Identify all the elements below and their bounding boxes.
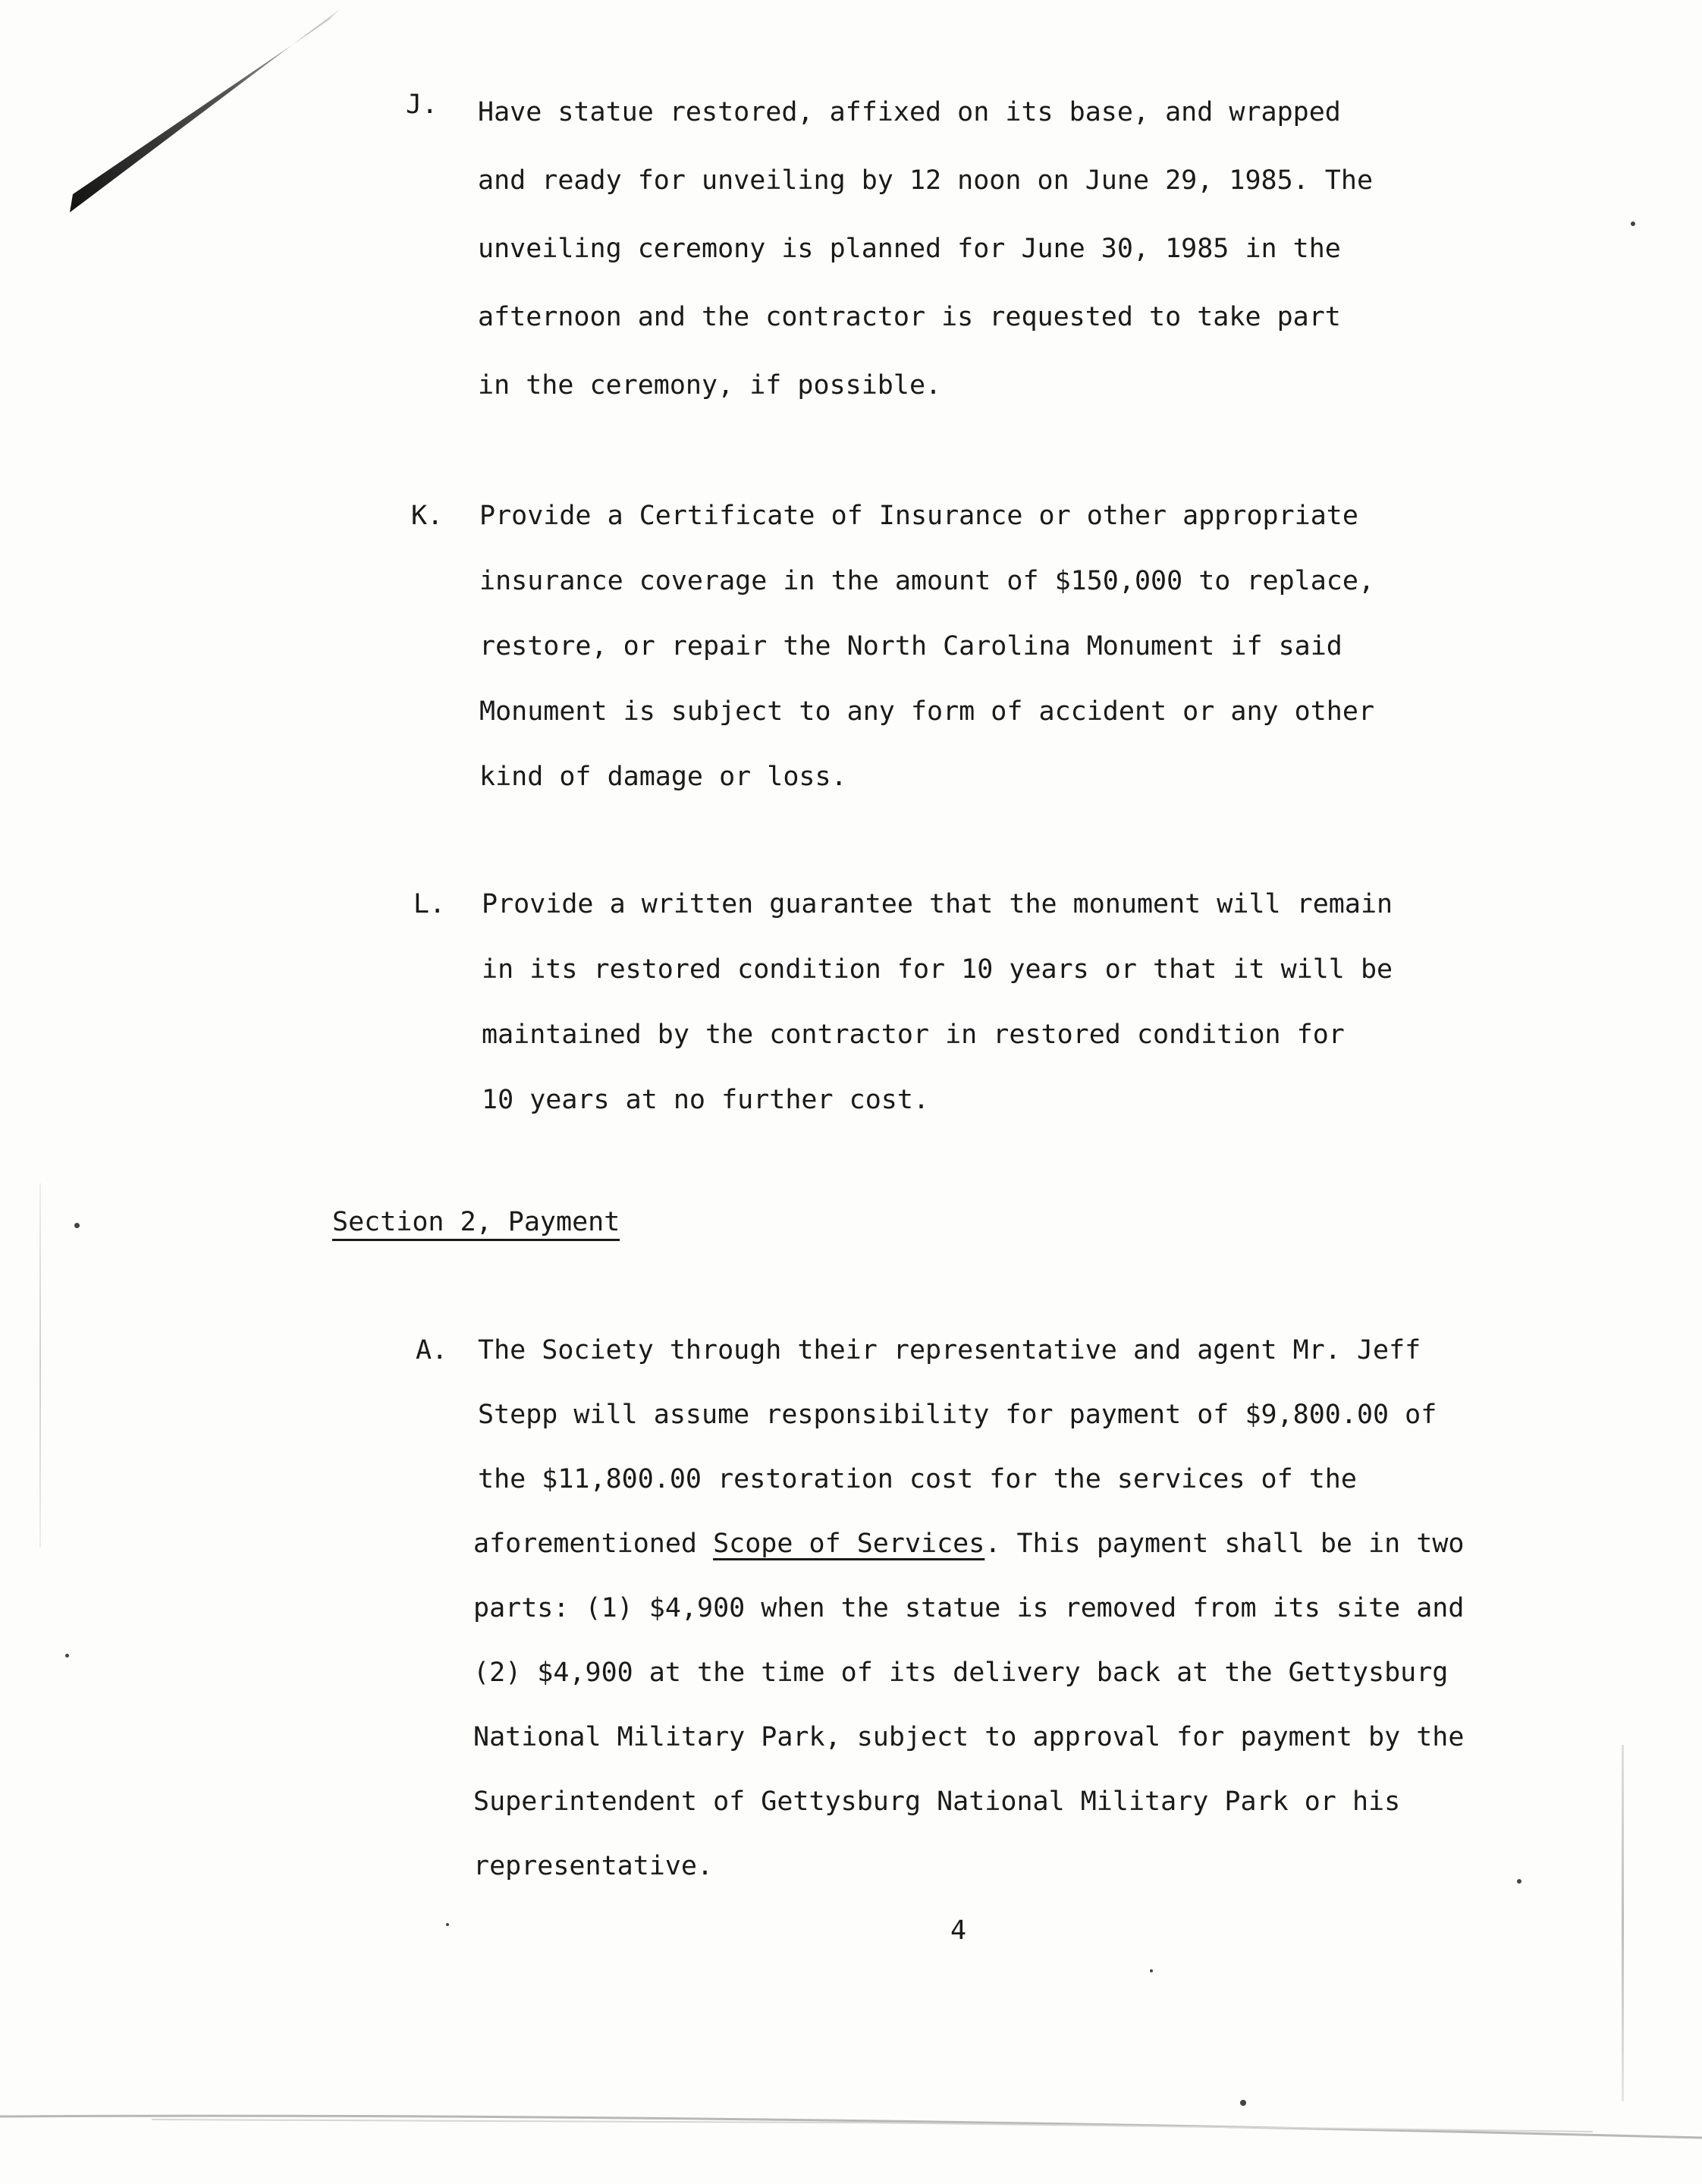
- item-line: The Society through their representative and agent Mr. Jeff: [478, 1335, 1421, 1365]
- item-line: and ready for unveiling by 12 noon on June 29, 1985. The: [478, 165, 1374, 196]
- item-line: in the ceremony, if possible.: [478, 370, 942, 401]
- item-line: the $11,800.00 restoration cost for the services of the: [478, 1464, 1357, 1494]
- item-line: Have statue restored, affixed on its base, and wrapped: [478, 97, 1341, 127]
- speck: [1240, 2100, 1246, 2106]
- scan-edge-bottom: [0, 2094, 1702, 2154]
- item-letter: A.: [416, 1335, 448, 1365]
- speck: [65, 1654, 69, 1658]
- folded-corner-shadow: [0, 0, 356, 228]
- item-line: Monument is subject to any form of accident or any other: [479, 696, 1375, 727]
- item-letter: J.: [406, 90, 438, 120]
- speck: [1631, 222, 1635, 226]
- speck: [1150, 1969, 1153, 1972]
- item-line: in its restored condition for 10 years or that it will be: [482, 954, 1393, 985]
- scope-of-services-reference: Scope of Services: [713, 1529, 985, 1559]
- item-line: Stepp will assume responsibility for payment of $9,800.00 of: [478, 1400, 1437, 1430]
- item-line: insurance coverage in the amount of $150,000 to replace,: [479, 566, 1375, 596]
- item-line: 10 years at no further cost.: [482, 1085, 930, 1115]
- item-letter: K.: [411, 501, 444, 531]
- item-line: afternoon and the contractor is requested to take part: [478, 302, 1341, 332]
- item-line: kind of damage or loss.: [479, 762, 847, 792]
- item-line: representative.: [473, 1851, 714, 1881]
- speck: [1517, 1879, 1521, 1884]
- item-line-text: aforementioned: [473, 1529, 714, 1559]
- item-line: restore, or repair the North Carolina Monument if said: [479, 631, 1342, 661]
- item-line: National Military Park, subject to approval for payment by the: [473, 1722, 1465, 1752]
- item-line: maintained by the contractor in restored condition for: [482, 1020, 1345, 1050]
- item-line: parts: (1) $4,900 when the statue is removed from its site and: [473, 1593, 1465, 1623]
- item-letter: L.: [413, 889, 446, 919]
- item-line: Provide a Certificate of Insurance or other appropriate: [479, 501, 1358, 531]
- item-line-text: . This payment shall be in two: [984, 1529, 1465, 1559]
- item-line: unveiling ceremony is planned for June 30, 1985 in the: [478, 234, 1341, 264]
- item-line: [473, 1529, 1464, 1559]
- item-line: Superintendent of Gettysburg National Military Park or his: [473, 1786, 1401, 1817]
- scan-edge-left: [39, 1183, 41, 1548]
- item-line: Provide a written guarantee that the monument will remain: [482, 889, 1393, 919]
- item-line: (2) $4,900 at the time of its delivery back at the Gettysburg: [473, 1658, 1449, 1688]
- scan-edge-right: [1622, 1745, 1624, 2101]
- page-number: 4: [950, 1915, 967, 1946]
- speck: [74, 1223, 80, 1228]
- speck: [446, 1923, 449, 1926]
- section-heading: Section 2, Payment: [332, 1208, 620, 1241]
